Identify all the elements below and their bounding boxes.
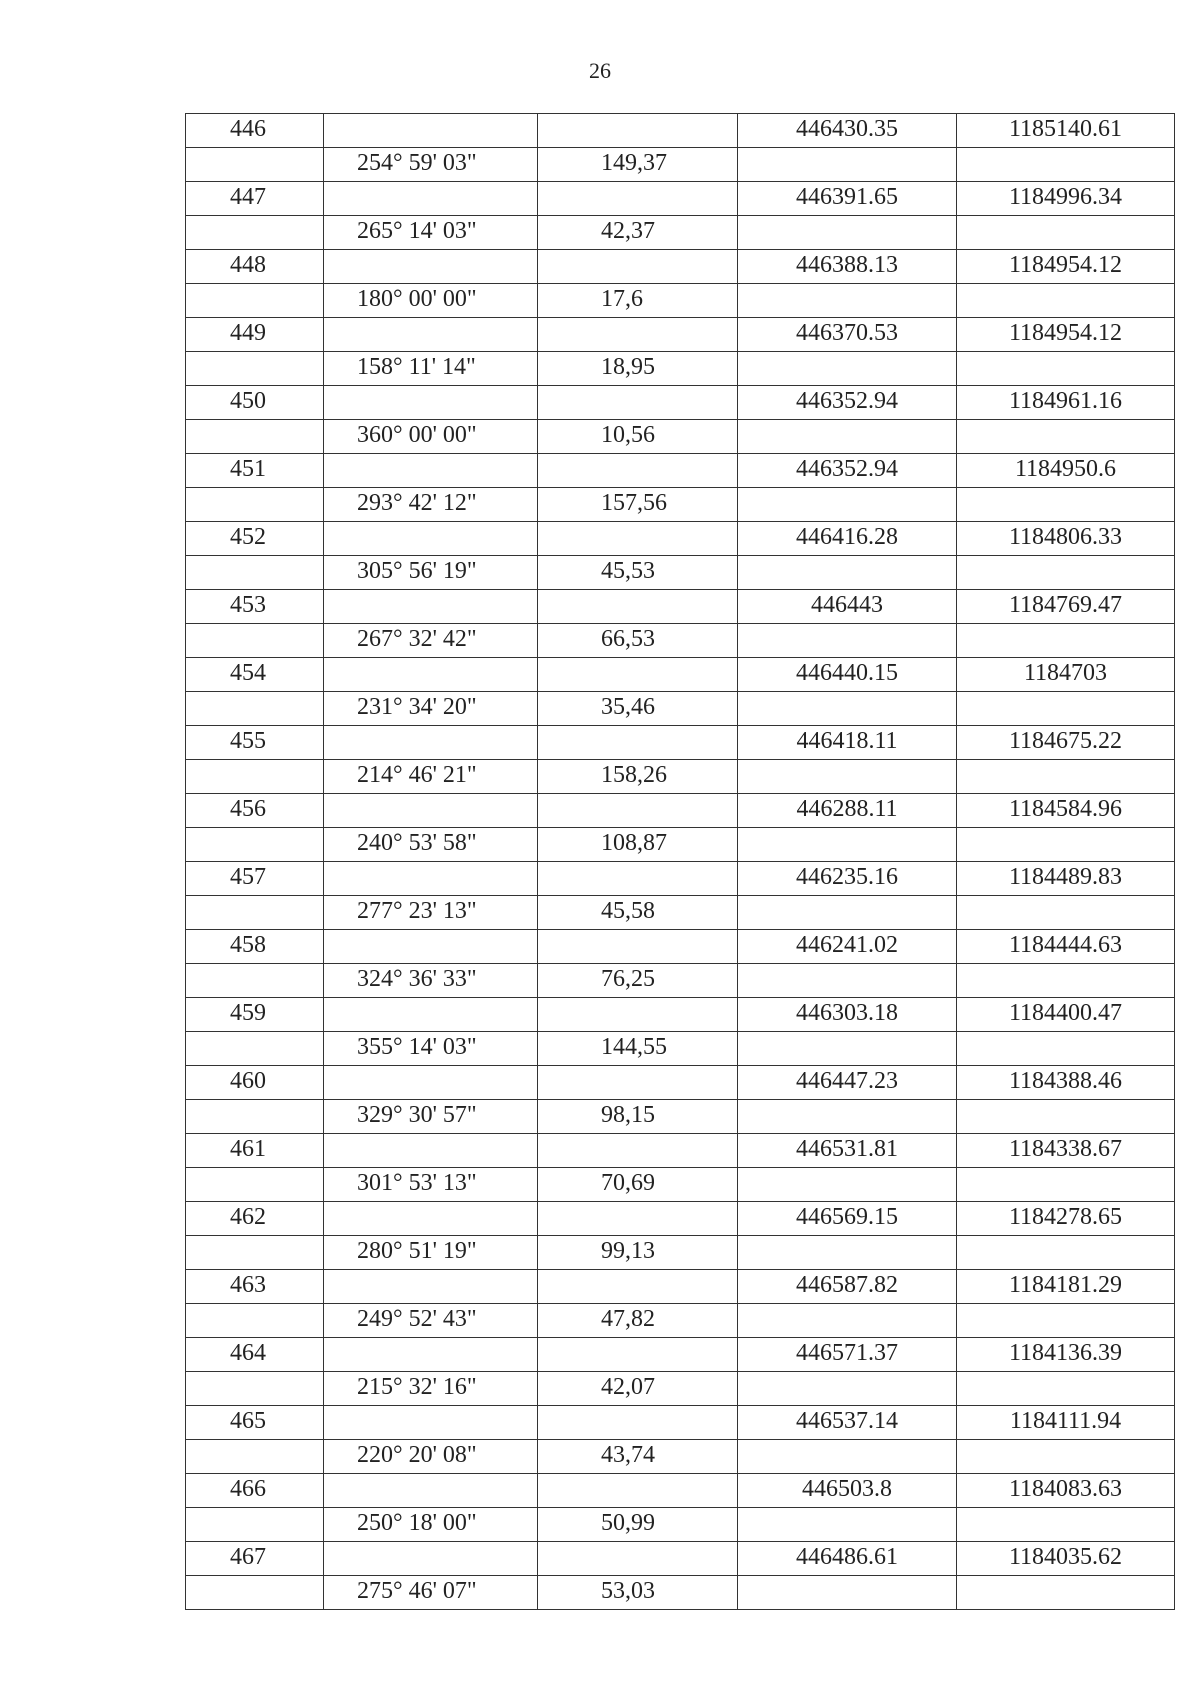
y-coordinate-cell [957, 216, 1174, 249]
y-coordinate-cell [957, 148, 1174, 181]
y-coordinate-cell [957, 692, 1174, 725]
y-coordinate-cell: 1184950.6 [1014, 456, 1117, 482]
point-number-cell [186, 964, 324, 997]
y-coordinate-cell: 1184278.65 [1008, 1204, 1123, 1230]
table-row [185, 895, 1175, 929]
point-number-cell [186, 284, 324, 317]
x-coordinate-cell [738, 284, 957, 317]
y-coordinate-cell [957, 1100, 1174, 1133]
direction-angle-cell [324, 998, 538, 1031]
segment-length-cell: 108,87 [538, 828, 738, 861]
x-coordinate-cell [738, 1372, 957, 1405]
segment-length-cell [538, 522, 738, 555]
y-coordinate-cell: 1184489.83 [1008, 864, 1123, 890]
x-coordinate-cell [738, 1236, 957, 1269]
y-coordinate-cell [957, 352, 1174, 385]
y-coordinate-cell [957, 1304, 1174, 1337]
table-row [185, 725, 1175, 759]
point-number-cell: 447 [186, 182, 324, 215]
segment-length-cell: 35,46 [538, 692, 738, 725]
x-coordinate-cell: 446370.53 [738, 318, 957, 351]
direction-angle-cell: 180° 00' 00" [324, 284, 538, 317]
point-number-cell: 452 [186, 522, 324, 555]
direction-angle-cell: 240° 53' 58" [324, 828, 538, 861]
segment-length-cell: 45,53 [538, 556, 738, 589]
y-coordinate-cell: 1184136.39 [1008, 1340, 1123, 1366]
y-coordinate-cell: 1184996.34 [1008, 184, 1123, 210]
segment-length-cell: 18,95 [538, 352, 738, 385]
x-coordinate-cell: 446440.15 [738, 658, 957, 691]
point-number-cell [186, 148, 324, 181]
direction-angle-cell: 277° 23' 13" [324, 896, 538, 929]
direction-angle-cell: 305° 56' 19" [324, 556, 538, 589]
point-number-cell: 455 [186, 726, 324, 759]
point-number-cell [186, 1168, 324, 1201]
point-number-cell [186, 1576, 324, 1609]
point-number-cell: 464 [186, 1338, 324, 1371]
table-row [185, 317, 1175, 351]
table-row [185, 1473, 1175, 1507]
y-coordinate-cell: 1184400.47 [1008, 1000, 1123, 1026]
table-row [185, 1065, 1175, 1099]
direction-angle-cell [324, 522, 538, 555]
segment-length-cell [538, 1406, 738, 1439]
table-row [185, 589, 1175, 623]
direction-angle-cell [324, 1406, 538, 1439]
point-number-cell [186, 488, 324, 521]
direction-angle-cell: 214° 46' 21" [324, 760, 538, 793]
x-coordinate-cell [738, 1440, 957, 1473]
y-coordinate-cell [957, 1168, 1174, 1201]
direction-angle-cell: 280° 51' 19" [324, 1236, 538, 1269]
x-coordinate-cell: 446430.35 [738, 114, 957, 147]
point-number-cell: 463 [186, 1270, 324, 1303]
x-coordinate-cell [738, 1168, 957, 1201]
x-coordinate-cell [738, 624, 957, 657]
segment-length-cell: 50,99 [538, 1508, 738, 1541]
point-number-cell [186, 216, 324, 249]
y-coordinate-cell [957, 284, 1174, 317]
y-coordinate-cell: 1184181.29 [1008, 1272, 1123, 1298]
segment-length-cell [538, 114, 738, 147]
segment-length-cell [538, 1066, 738, 1099]
point-number-cell: 459 [186, 998, 324, 1031]
segment-length-cell: 17,6 [538, 284, 738, 317]
segment-length-cell: 70,69 [538, 1168, 738, 1201]
direction-angle-cell: 231° 34' 20" [324, 692, 538, 725]
table-row [185, 1201, 1175, 1235]
y-coordinate-cell [957, 1440, 1174, 1473]
y-coordinate-cell [957, 964, 1174, 997]
y-coordinate-cell: 1184675.22 [1008, 728, 1123, 754]
table-row [185, 657, 1175, 691]
x-coordinate-cell [738, 1576, 957, 1609]
table-row [185, 147, 1175, 181]
segment-length-cell [538, 1542, 738, 1575]
y-coordinate-cell: 1184806.33 [1008, 524, 1123, 550]
table-row [185, 487, 1175, 521]
direction-angle-cell [324, 726, 538, 759]
point-number-cell: 462 [186, 1202, 324, 1235]
segment-length-cell: 42,07 [538, 1372, 738, 1405]
y-coordinate-cell: 1184584.96 [1008, 796, 1123, 822]
x-coordinate-cell: 446537.14 [738, 1406, 957, 1439]
point-number-cell [186, 556, 324, 589]
point-number-cell: 454 [186, 658, 324, 691]
x-coordinate-cell [738, 352, 957, 385]
table-row [185, 1337, 1175, 1371]
x-coordinate-cell [738, 420, 957, 453]
table-row [185, 351, 1175, 385]
direction-angle-cell: 215° 32' 16" [324, 1372, 538, 1405]
segment-length-cell: 76,25 [538, 964, 738, 997]
x-coordinate-cell [738, 1100, 957, 1133]
point-number-cell: 448 [186, 250, 324, 283]
table-row [185, 691, 1175, 725]
point-number-cell: 449 [186, 318, 324, 351]
segment-length-cell [538, 386, 738, 419]
x-coordinate-cell: 446388.13 [738, 250, 957, 283]
point-number-cell: 451 [186, 454, 324, 487]
y-coordinate-cell [957, 1576, 1174, 1609]
segment-length-cell [538, 1134, 738, 1167]
y-coordinate-cell: 1184444.63 [1008, 932, 1123, 958]
direction-angle-cell [324, 1542, 538, 1575]
table-row [185, 759, 1175, 793]
table-row [185, 1405, 1175, 1439]
x-coordinate-cell: 446352.94 [738, 454, 957, 487]
table-row [185, 1439, 1175, 1473]
y-coordinate-cell [957, 1032, 1174, 1065]
direction-angle-cell: 301° 53' 13" [324, 1168, 538, 1201]
point-number-cell: 458 [186, 930, 324, 963]
x-coordinate-cell [738, 1032, 957, 1065]
table-row [185, 963, 1175, 997]
segment-length-cell [538, 726, 738, 759]
point-number-cell: 460 [186, 1066, 324, 1099]
table-row [185, 623, 1175, 657]
segment-length-cell: 47,82 [538, 1304, 738, 1337]
segment-length-cell [538, 794, 738, 827]
point-number-cell [186, 1440, 324, 1473]
direction-angle-cell [324, 250, 538, 283]
x-coordinate-cell: 446241.02 [738, 930, 957, 963]
point-number-cell [186, 1304, 324, 1337]
segment-length-cell: 43,74 [538, 1440, 738, 1473]
direction-angle-cell [324, 1066, 538, 1099]
y-coordinate-cell: 1185140.61 [1008, 116, 1123, 142]
segment-length-cell: 53,03 [538, 1576, 738, 1609]
table-row [185, 793, 1175, 827]
segment-length-cell [538, 454, 738, 487]
table-row [185, 1031, 1175, 1065]
table-row [185, 1371, 1175, 1405]
segment-length-cell: 45,58 [538, 896, 738, 929]
table-row [185, 861, 1175, 895]
table-row [185, 1099, 1175, 1133]
segment-length-cell: 149,37 [538, 148, 738, 181]
x-coordinate-cell: 446503.8 [738, 1474, 957, 1507]
segment-length-cell: 99,13 [538, 1236, 738, 1269]
direction-angle-cell: 275° 46' 07" [324, 1576, 538, 1609]
point-number-cell: 465 [186, 1406, 324, 1439]
segment-length-cell [538, 862, 738, 895]
direction-angle-cell: 329° 30' 57" [324, 1100, 538, 1133]
table-row [185, 521, 1175, 555]
table-row [185, 215, 1175, 249]
direction-angle-cell [324, 1202, 538, 1235]
point-number-cell: 456 [186, 794, 324, 827]
x-coordinate-cell: 446587.82 [738, 1270, 957, 1303]
y-coordinate-cell [957, 488, 1174, 521]
direction-angle-cell [324, 930, 538, 963]
direction-angle-cell [324, 318, 538, 351]
x-coordinate-cell: 446569.15 [738, 1202, 957, 1235]
direction-angle-cell [324, 590, 538, 623]
y-coordinate-cell [957, 556, 1174, 589]
table-row [185, 1575, 1175, 1610]
y-coordinate-cell [957, 828, 1174, 861]
table-row [185, 385, 1175, 419]
segment-length-cell [538, 930, 738, 963]
y-coordinate-cell: 1184388.46 [1008, 1068, 1123, 1094]
x-coordinate-cell [738, 692, 957, 725]
x-coordinate-cell [738, 556, 957, 589]
table-row [185, 419, 1175, 453]
y-coordinate-cell: 1184338.67 [1008, 1136, 1123, 1162]
segment-length-cell [538, 1338, 738, 1371]
x-coordinate-cell [738, 896, 957, 929]
point-number-cell [186, 1100, 324, 1133]
segment-length-cell: 144,55 [538, 1032, 738, 1065]
x-coordinate-cell: 446235.16 [738, 862, 957, 895]
x-coordinate-cell: 446571.37 [738, 1338, 957, 1371]
table-row [185, 1133, 1175, 1167]
direction-angle-cell [324, 862, 538, 895]
point-number-cell [186, 624, 324, 657]
table-row [185, 283, 1175, 317]
point-number-cell: 450 [186, 386, 324, 419]
segment-length-cell [538, 1270, 738, 1303]
y-coordinate-cell [957, 760, 1174, 793]
y-coordinate-cell [957, 1236, 1174, 1269]
x-coordinate-cell: 446391.65 [738, 182, 957, 215]
point-number-cell [186, 1032, 324, 1065]
x-coordinate-cell [738, 148, 957, 181]
table-row [185, 1541, 1175, 1575]
table-row [185, 1303, 1175, 1337]
y-coordinate-cell: 1184769.47 [1008, 592, 1123, 618]
table-row [185, 1269, 1175, 1303]
segment-length-cell [538, 1202, 738, 1235]
direction-angle-cell: 220° 20' 08" [324, 1440, 538, 1473]
table-row [185, 249, 1175, 283]
direction-angle-cell: 249° 52' 43" [324, 1304, 538, 1337]
x-coordinate-cell: 446443 [738, 590, 957, 623]
y-coordinate-cell: 1184954.12 [1008, 320, 1123, 346]
segment-length-cell [538, 182, 738, 215]
table-row [185, 1167, 1175, 1201]
y-coordinate-cell [957, 420, 1174, 453]
point-number-cell: 446 [186, 114, 324, 147]
point-number-cell [186, 1236, 324, 1269]
x-coordinate-cell [738, 1304, 957, 1337]
y-coordinate-cell: 1184035.62 [1008, 1544, 1123, 1570]
point-number-cell [186, 692, 324, 725]
point-number-cell [186, 896, 324, 929]
x-coordinate-cell: 446352.94 [738, 386, 957, 419]
direction-angle-cell [324, 1270, 538, 1303]
segment-length-cell: 158,26 [538, 760, 738, 793]
table-row [185, 827, 1175, 861]
segment-length-cell [538, 998, 738, 1031]
direction-angle-cell: 265° 14' 03" [324, 216, 538, 249]
point-number-cell [186, 420, 324, 453]
x-coordinate-cell: 446447.23 [738, 1066, 957, 1099]
direction-angle-cell: 254° 59' 03" [324, 148, 538, 181]
x-coordinate-cell [738, 760, 957, 793]
table-row [185, 1235, 1175, 1269]
y-coordinate-cell [957, 624, 1174, 657]
direction-angle-cell: 250° 18' 00" [324, 1508, 538, 1541]
point-number-cell [186, 1508, 324, 1541]
coordinates-table [185, 113, 1175, 1610]
x-coordinate-cell: 446416.28 [738, 522, 957, 555]
table-row [185, 181, 1175, 215]
direction-angle-cell: 324° 36' 33" [324, 964, 538, 997]
y-coordinate-cell: 1184954.12 [1008, 252, 1123, 278]
direction-angle-cell [324, 454, 538, 487]
y-coordinate-cell: 1184961.16 [1008, 388, 1123, 414]
point-number-cell: 457 [186, 862, 324, 895]
page-number: 26 [589, 58, 611, 83]
x-coordinate-cell: 446418.11 [738, 726, 957, 759]
x-coordinate-cell [738, 1508, 957, 1541]
x-coordinate-cell: 446303.18 [738, 998, 957, 1031]
direction-angle-cell [324, 182, 538, 215]
x-coordinate-cell: 446486.61 [738, 1542, 957, 1575]
direction-angle-cell: 293° 42' 12" [324, 488, 538, 521]
x-coordinate-cell [738, 216, 957, 249]
y-coordinate-cell: 1184111.94 [1009, 1408, 1122, 1434]
direction-angle-cell [324, 386, 538, 419]
direction-angle-cell [324, 1338, 538, 1371]
segment-length-cell: 66,53 [538, 624, 738, 657]
direction-angle-cell [324, 794, 538, 827]
x-coordinate-cell: 446288.11 [738, 794, 957, 827]
x-coordinate-cell: 446531.81 [738, 1134, 957, 1167]
y-coordinate-cell [957, 1372, 1174, 1405]
table-row [185, 555, 1175, 589]
segment-length-cell: 42,37 [538, 216, 738, 249]
segment-length-cell [538, 590, 738, 623]
y-coordinate-cell: 1184083.63 [1008, 1476, 1123, 1502]
direction-angle-cell: 267° 32' 42" [324, 624, 538, 657]
table-row [185, 113, 1175, 147]
segment-length-cell [538, 658, 738, 691]
segment-length-cell [538, 318, 738, 351]
direction-angle-cell [324, 114, 538, 147]
segment-length-cell: 10,56 [538, 420, 738, 453]
point-number-cell [186, 760, 324, 793]
x-coordinate-cell [738, 828, 957, 861]
point-number-cell [186, 1372, 324, 1405]
x-coordinate-cell [738, 488, 957, 521]
table-row [185, 453, 1175, 487]
segment-length-cell [538, 250, 738, 283]
direction-angle-cell [324, 1474, 538, 1507]
table-row [185, 1507, 1175, 1541]
point-number-cell: 467 [186, 1542, 324, 1575]
segment-length-cell: 98,15 [538, 1100, 738, 1133]
point-number-cell: 453 [186, 590, 324, 623]
direction-angle-cell [324, 1134, 538, 1167]
point-number-cell: 461 [186, 1134, 324, 1167]
point-number-cell: 466 [186, 1474, 324, 1507]
table-row [185, 929, 1175, 963]
direction-angle-cell: 360° 00' 00" [324, 420, 538, 453]
direction-angle-cell [324, 658, 538, 691]
direction-angle-cell: 158° 11' 14" [324, 352, 538, 385]
y-coordinate-cell: 1184703 [1023, 660, 1108, 686]
direction-angle-cell: 355° 14' 03" [324, 1032, 538, 1065]
segment-length-cell: 157,56 [538, 488, 738, 521]
table-row [185, 997, 1175, 1031]
x-coordinate-cell [738, 964, 957, 997]
point-number-cell [186, 828, 324, 861]
y-coordinate-cell [957, 1508, 1174, 1541]
y-coordinate-cell [957, 896, 1174, 929]
segment-length-cell [538, 1474, 738, 1507]
point-number-cell [186, 352, 324, 385]
